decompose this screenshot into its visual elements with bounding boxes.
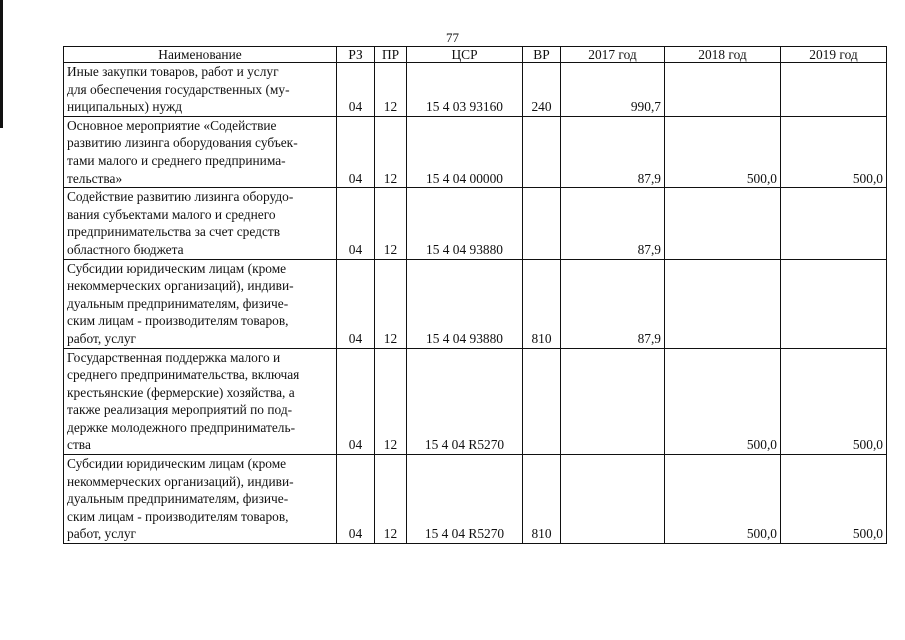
row-vr: 240 [523,63,561,117]
row-2018 [665,63,781,117]
row-2019 [781,188,887,259]
row-2019 [781,63,887,117]
row-pr: 12 [375,455,407,544]
row-name-line: ства [67,437,91,453]
row-pr: 12 [375,63,407,117]
table-row [64,259,887,348]
header-2017: 2017 год [561,47,665,63]
row-pr: 12 [375,259,407,348]
scan-edge-mark [0,0,3,128]
row-name-line: Основное мероприятие «Содействие [67,117,277,133]
header-name: Наименование [64,47,337,63]
row-rz: 04 [337,116,375,187]
budget-table [63,46,887,544]
row-rz: 04 [337,259,375,348]
row-name [64,188,337,259]
row-2019: 500,0 [781,455,887,544]
row-csr: 15 4 04 93880 [407,259,523,348]
row-vr [523,116,561,187]
row-name-line: работ, услуг [67,330,137,346]
row-name-line: дуальным предпринимателям, физиче- [67,491,289,507]
header-pr: ПР [375,47,407,63]
row-csr: 15 4 04 93880 [407,188,523,259]
row-name-line: некоммерческих организаций), индиви- [67,473,294,489]
row-2017: 990,7 [561,63,665,117]
row-pr: 12 [375,116,407,187]
row-name-line: среднего предпринимательства, включая [67,367,300,383]
page-number: 77 [446,30,459,45]
row-name-line: Субсидии юридическим лицам (кроме [67,260,287,276]
row-2017 [561,455,665,544]
row-name [64,63,337,117]
row-rz: 04 [337,348,375,455]
row-name-line: предпринимательства за счет средств [67,224,281,240]
row-name-line: развитию лизинга оборудования субъек- [67,135,298,151]
row-vr: 810 [523,259,561,348]
row-name-line: работ, услуг [67,526,137,542]
row-name-line: также реализация мероприятий по под- [67,402,293,418]
row-2019 [781,259,887,348]
header-csr: ЦСР [407,47,523,63]
row-2017 [561,348,665,455]
table-row [64,188,887,259]
row-csr: 15 4 03 93160 [407,63,523,117]
row-rz: 04 [337,455,375,544]
row-vr [523,348,561,455]
row-name-line: для обеспечения государственных (му- [67,81,290,97]
row-vr [523,188,561,259]
header-rz: РЗ [337,47,375,63]
row-2018: 500,0 [665,455,781,544]
row-name-line: вания субъектами малого и среднего [67,206,276,222]
row-rz: 04 [337,188,375,259]
row-csr: 15 4 04 R5270 [407,348,523,455]
row-name-line: областного бюджета [67,241,184,257]
header-2018: 2018 год [665,47,781,63]
row-2018: 500,0 [665,348,781,455]
row-name [64,455,337,544]
row-name-line: Государственная поддержка малого и [67,349,281,365]
row-name-line: Иные закупки товаров, работ и услуг [67,64,279,79]
row-pr: 12 [375,348,407,455]
row-name-line: Содействие развитию лизинга оборудо- [67,189,294,205]
row-name-line: тами малого и среднего предпринима- [67,152,286,168]
row-2019: 500,0 [781,116,887,187]
header-2019: 2019 год [781,47,887,63]
header-vr: ВР [523,47,561,63]
row-name-line: ским лицам - производителям товаров, [67,313,289,329]
row-csr: 15 4 04 00000 [407,116,523,187]
row-rz: 04 [337,63,375,117]
row-name-line: держке молодежного предприниматель- [67,419,296,435]
row-2018: 500,0 [665,116,781,187]
row-2017: 87,9 [561,116,665,187]
row-name [64,116,337,187]
row-name-line: ским лицам - производителям товаров, [67,508,289,524]
row-2017: 87,9 [561,188,665,259]
row-2017: 87,9 [561,259,665,348]
row-name-line: дуальным предпринимателям, физиче- [67,295,289,311]
row-csr: 15 4 04 R5270 [407,455,523,544]
row-name-line: Субсидии юридическим лицам (кроме [67,456,287,472]
row-pr: 12 [375,188,407,259]
row-name-line: крестьянские (фермерские) хозяйства, а [67,384,295,400]
row-name [64,259,337,348]
row-2018 [665,259,781,348]
row-name-line: ниципальных) нужд [67,99,183,115]
table-header-row [64,47,887,63]
row-name [64,348,337,455]
table-row [64,63,887,117]
row-2018 [665,188,781,259]
row-name-line: тельства» [67,170,123,186]
table-row [64,348,887,455]
row-name-line: некоммерческих организаций), индиви- [67,278,294,294]
table-row [64,455,887,544]
row-vr: 810 [523,455,561,544]
table-row [64,116,887,187]
row-2019: 500,0 [781,348,887,455]
